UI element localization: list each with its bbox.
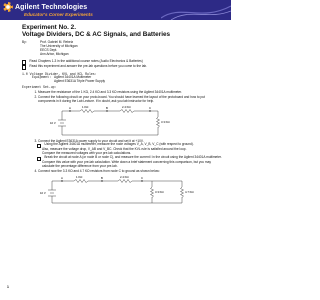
steps-list-b	[22, 140, 222, 174]
title-line-1: Experiment No. 2.	[22, 24, 76, 31]
document-title	[22, 24, 222, 38]
step-2: 2. Connect the following circuit on your proto-board. You should have learned the layout of the protoboard and how to put components in it during the Lab Lecture. If in doubt, ask you lab instructor for help.	[38, 96, 222, 104]
prelab-checklist	[22, 60, 222, 70]
circuit2-r4-label: 4.7 KΩ	[185, 189, 194, 194]
circuit2-node-c-label: C	[141, 175, 144, 180]
circuit2-r3-label: 3.3 KΩ	[155, 189, 164, 194]
author-line: The University of Michigan	[40, 44, 78, 49]
step-3: 3. Connect the Agilent E3631A power supply to your circuit and set it at +10V. Using the Agilent 34401A multimeter, measure the node voltages V_A, V_B, V_C (with respect to ground). Also, measure the voltage drop, V_AB and V_BC. Check that the KVL rule is satisfied around the loop. Compare the measured voltages with your pre-lab calculations. Break the circuit at node A (or node B or node C), and measure the current I in the circuit using the Agilent 34401A multimeter. Compare this value with your pre-lab calculation. Write down a brief statement concerning this comparison, but you may calculate the percentage difference from your pre-lab.	[38, 140, 222, 170]
author-line: Prof. Gabriel M. Rebeiz	[40, 40, 74, 45]
circuit2-node-b-label: B	[101, 175, 103, 180]
checkbox-icon	[37, 157, 41, 161]
step3-text: Also, measure the voltage drop, V_AB and V_BC. Check that the KVL rule is satisfied around the loop.	[42, 147, 187, 152]
checklist-item: Read Chapters 1-3 in the additional course notes (Audio Electronics & Batteries)	[22, 60, 222, 65]
circuit1-r2-label: 2.4 KΩ	[122, 104, 131, 109]
checklist-item: Read this experiment and answer the pre-lab questions before you come to the lab.	[22, 65, 222, 70]
experiment-setup-heading: Experiment Set-up:	[22, 85, 57, 90]
author-block	[22, 41, 222, 56]
circuit1-node-a-label: A	[69, 105, 71, 110]
step3-text: Compare the measured voltages with your pre-lab calculations.	[42, 151, 132, 156]
banner-swirl-graphic	[161, 0, 231, 20]
author-line: Ann Arbor, Michigan	[40, 51, 69, 56]
checkbox-icon	[37, 144, 41, 148]
section-heading: 1.0 Voltage Divider, KVL and KCL Rules:	[22, 71, 97, 76]
circuit2-r2-label: 2.4 KΩ	[120, 174, 129, 179]
banner-tagline: Educator's Corner Experiments	[24, 12, 93, 17]
logo-text: Agilent Technologies	[15, 3, 88, 11]
checkbox-icon	[22, 65, 26, 69]
step3-check: Break the circuit at node A (or node B or node C), and measure the current I in the circuit using the Agilent 34401A multimeter.	[37, 156, 222, 161]
step3-check: Using the Agilent 34401A multimeter, measure the node voltages V_A, V_B, V_C (with respect to ground).	[37, 143, 222, 148]
author-label: By:	[22, 40, 27, 45]
circuit-diagram-1	[22, 105, 222, 139]
steps-list-a	[22, 91, 222, 103]
author-lines	[40, 41, 78, 56]
header-banner	[0, 0, 231, 20]
equipment-item: Agilent E3631A Triple Power Supply	[54, 79, 106, 84]
agilent-spark-icon	[3, 2, 13, 12]
step-4: 4. Connect now the 3.3 KΩ and 4.7 KΩ resistors from node C to ground as shown below:	[38, 170, 222, 174]
title-line-2: Voltage Dividers, DC & AC Signals, and Batteries	[22, 31, 171, 39]
document-body	[22, 24, 222, 207]
circuit1-r3-label: 3.3 KΩ	[161, 119, 170, 124]
agilent-logo	[3, 2, 87, 12]
circuit1-r1-label: 1 KΩ	[82, 104, 89, 109]
step-1: 1. Measure the resistance of the 1 KΩ, 2.4 KΩ and 3.3 KΩ resistors using the Agilent 34401A multimeter.	[38, 91, 222, 95]
author-line: EECS Dept.	[40, 48, 58, 52]
equipment-block	[32, 76, 222, 84]
circuit1-node-b-label: B	[106, 105, 108, 110]
page-number: 1	[7, 285, 9, 289]
circuit2-source-label: 10 V	[40, 190, 46, 195]
checkbox-icon	[22, 60, 26, 64]
circuit-diagram-2	[22, 175, 222, 207]
equipment-label: Equipment:	[32, 75, 52, 80]
circuit2-r1-label: 1 KΩ	[76, 174, 83, 179]
circuit1-node-c-label: C	[149, 105, 152, 110]
equipment-item: Agilent 34401A Multimeter	[54, 75, 92, 80]
step3-note: Compare this value with your pre-lab calculation. Write down a brief statement concerning this comparison, but you may calculate the percentage difference from your pre-lab.	[42, 160, 211, 169]
circuit2-node-a-label: A	[61, 175, 63, 180]
circuit1-source-label: 10 V	[50, 120, 56, 125]
